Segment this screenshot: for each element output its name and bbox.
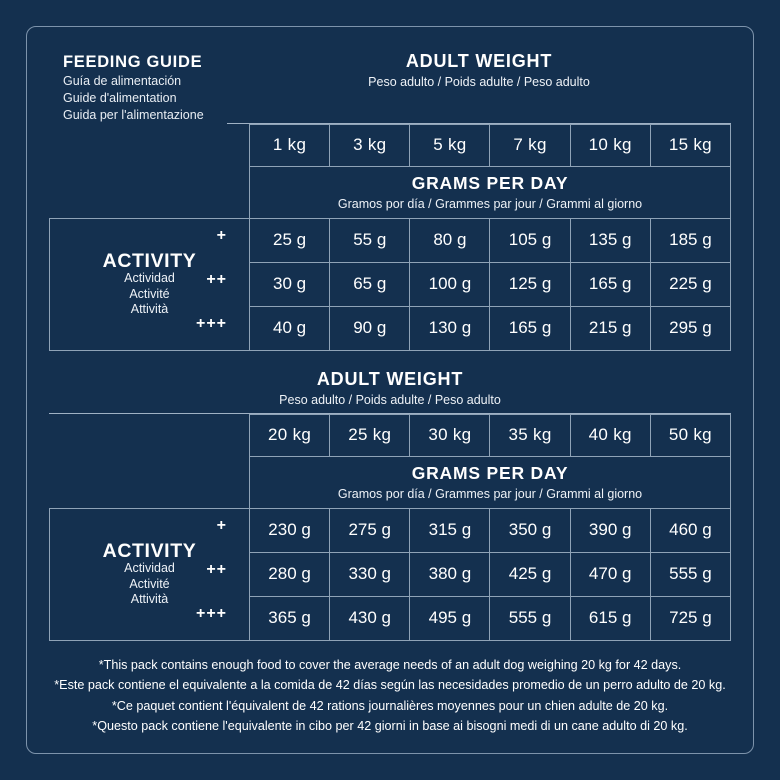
value-cell: 615 g [570, 596, 650, 640]
activity-subtitle-es: Actividad [124, 271, 175, 286]
weight-cell: 10 kg [570, 124, 650, 166]
value-cell: 470 g [570, 552, 650, 596]
top-header-row [49, 49, 731, 124]
weight-cell: 15 kg [650, 124, 730, 166]
value-cell: 90 g [330, 306, 410, 350]
activity-title: ACTIVITY [102, 539, 197, 562]
value-cell: 380 g [410, 552, 490, 596]
value-cell: 130 g [410, 306, 490, 350]
value-cell: 295 g [650, 306, 730, 350]
value-cell: 315 g [410, 508, 490, 552]
activity-level-3: +++ [195, 604, 227, 622]
weight-header-row-top [50, 124, 731, 166]
activity-subtitle-es: Actividad [124, 561, 175, 576]
empty-corner-cell [50, 166, 250, 218]
weight-cell: 35 kg [490, 414, 570, 456]
activity-level-1: + [216, 226, 227, 244]
footnote-it: *Questo pack contiene l'equivalente in cibo per 42 giorni in base ai bisogni medi di un cane adulto di 20 kg. [92, 718, 688, 733]
value-cell: 280 g [250, 552, 330, 596]
value-cell: 105 g [490, 218, 570, 262]
value-cell: 230 g [250, 508, 330, 552]
adult-weight-header-top [227, 49, 731, 124]
weight-cell: 40 kg [570, 414, 650, 456]
feeding-guide-subtitle-fr: Guide d'alimentation [63, 91, 177, 106]
adult-weight-subtitle: Peso adulto / Poids adulte / Peso adulto [368, 75, 590, 89]
weight-cell: 1 kg [250, 124, 330, 166]
adult-weight-title: ADULT WEIGHT [405, 51, 553, 71]
value-cell: 555 g [650, 552, 730, 596]
table-row [50, 508, 731, 552]
activity-subtitle-fr: Activité [129, 286, 170, 301]
value-cell: 135 g [570, 218, 650, 262]
activity-title: ACTIVITY [102, 249, 197, 272]
feeding-table-top [49, 124, 731, 351]
value-cell: 30 g [250, 262, 330, 306]
adult-weight-header-bottom [49, 369, 731, 414]
value-cell: 100 g [410, 262, 490, 306]
grams-per-day-subtitle: Gramos por día / Grammes par jour / Grammi al giorno [337, 197, 643, 212]
weight-cell: 25 kg [330, 414, 410, 456]
value-cell: 215 g [570, 306, 650, 350]
feeding-guide-title-block [49, 49, 227, 124]
value-cell: 330 g [330, 552, 410, 596]
grams-per-day-title: GRAMS PER DAY [411, 173, 569, 194]
activity-level-2: ++ [206, 560, 227, 578]
grams-per-day-header-row-bottom [50, 456, 731, 508]
value-cell: 495 g [410, 596, 490, 640]
value-cell: 425 g [490, 552, 570, 596]
grams-per-day-subtitle: Gramos por día / Grammes par jour / Grammi al giorno [337, 487, 643, 502]
activity-level-2: ++ [206, 270, 227, 288]
value-cell: 430 g [330, 596, 410, 640]
feeding-guide-subtitle-it: Guida per l'alimentazione [63, 108, 204, 123]
value-cell: 65 g [330, 262, 410, 306]
value-cell: 125 g [490, 262, 570, 306]
grams-per-day-header-row-top [50, 166, 731, 218]
feeding-guide-panel [26, 26, 754, 754]
weight-cell: 3 kg [330, 124, 410, 166]
value-cell: 350 g [490, 508, 570, 552]
value-cell: 275 g [330, 508, 410, 552]
grams-per-day-title: GRAMS PER DAY [411, 463, 569, 484]
activity-level-3: +++ [195, 314, 227, 332]
empty-corner-cell [50, 414, 250, 456]
value-cell: 185 g [650, 218, 730, 262]
footnote-en: *This pack contains enough food to cover the average needs of an adult dog weighing 20 kg for 42 days. [98, 657, 682, 672]
value-cell: 25 g [250, 218, 330, 262]
value-cell: 80 g [410, 218, 490, 262]
activity-level-1: + [216, 516, 227, 534]
feeding-table-bottom [49, 414, 731, 641]
weight-cell: 30 kg [410, 414, 490, 456]
weight-header-row-bottom [50, 414, 731, 456]
empty-corner-cell [50, 124, 250, 166]
footnote-fr: *Ce paquet contient l'équivalent de 42 rations journalières moyennes pour un chien adulte de 20 kg. [111, 698, 669, 713]
footnote-es: *Este pack contiene el equivalente a la comida de 42 días según las necesidades promedio de un perro adulto de 20 kg. [54, 678, 726, 693]
value-cell: 40 g [250, 306, 330, 350]
adult-weight-title: ADULT WEIGHT [316, 368, 464, 389]
value-cell: 225 g [650, 262, 730, 306]
feeding-guide-subtitle-es: Guía de alimentación [63, 73, 182, 88]
feeding-guide-title: FEEDING GUIDE [63, 53, 203, 71]
value-cell: 725 g [650, 596, 730, 640]
table-row [50, 218, 731, 262]
weight-cell: 20 kg [250, 414, 330, 456]
footnotes [49, 655, 731, 737]
value-cell: 165 g [490, 306, 570, 350]
activity-subtitle-it: Attività [130, 302, 169, 317]
activity-subtitle-it: Attività [130, 592, 169, 607]
activity-subtitle-fr: Activité [129, 576, 170, 591]
value-cell: 55 g [330, 218, 410, 262]
value-cell: 165 g [570, 262, 650, 306]
weight-cell: 7 kg [490, 124, 570, 166]
value-cell: 555 g [490, 596, 570, 640]
empty-corner-cell [50, 456, 250, 508]
value-cell: 365 g [250, 596, 330, 640]
value-cell: 460 g [650, 508, 730, 552]
adult-weight-subtitle: Peso adulto / Poids adulte / Peso adulto [279, 392, 501, 407]
grams-per-day-header [250, 166, 731, 218]
activity-label-block-top [50, 218, 250, 350]
weight-cell: 5 kg [410, 124, 490, 166]
grams-per-day-header [250, 456, 731, 508]
value-cell: 390 g [570, 508, 650, 552]
weight-cell: 50 kg [650, 414, 730, 456]
activity-label-block-bottom [50, 508, 250, 640]
